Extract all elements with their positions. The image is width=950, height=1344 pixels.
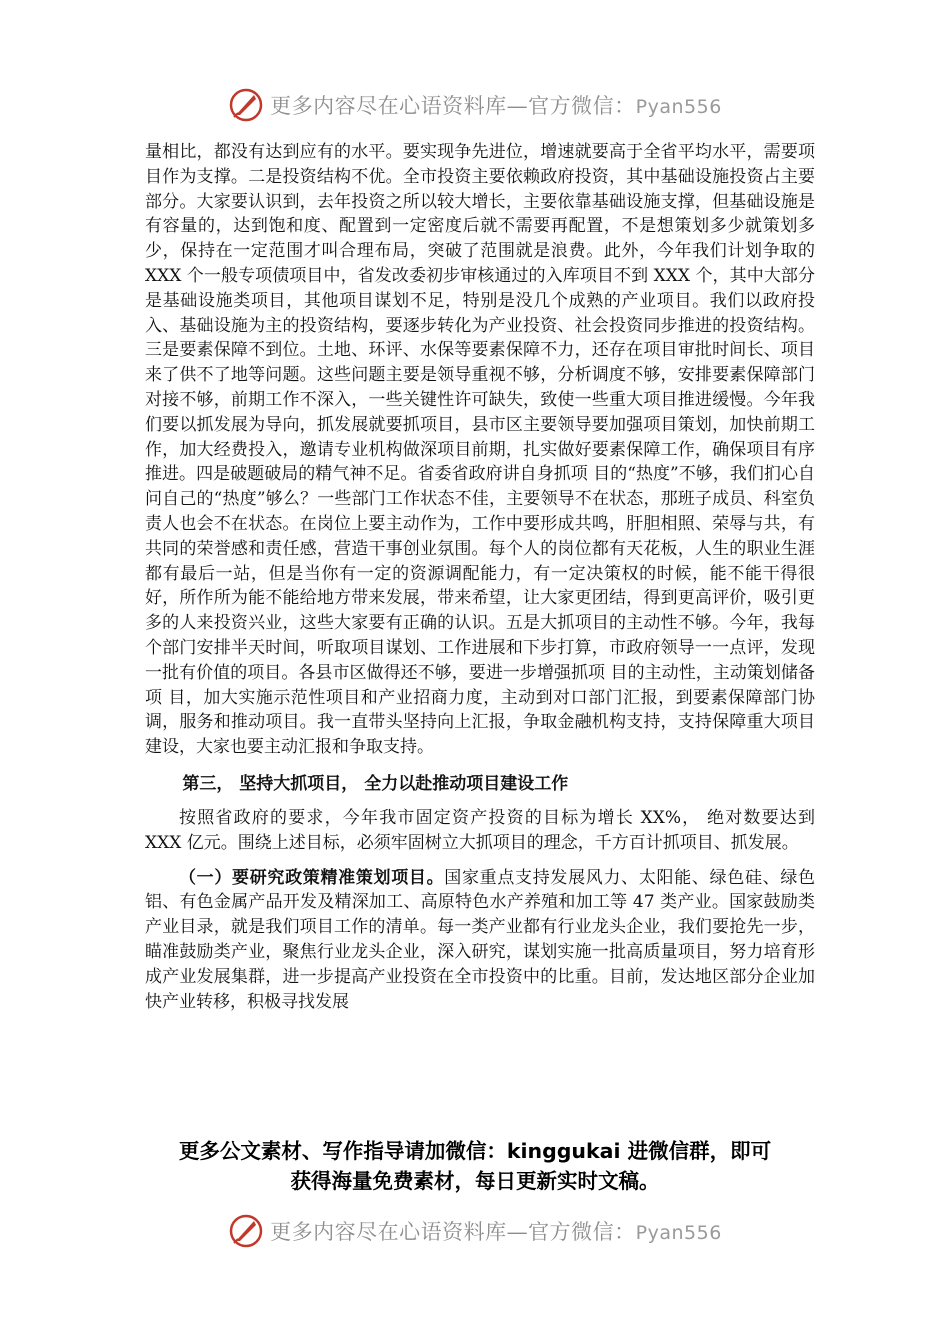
promo-line-2: 获得海量免费素材，每日更新实时文稿。	[290, 1169, 660, 1193]
footer-banner	[0, 1208, 950, 1254]
banner-wechat-id: Pyan556	[635, 1222, 722, 1244]
quill-logo-icon	[228, 1213, 264, 1249]
promo-line-1: 更多公文素材、写作指导请加微信：kinggukai 进微信群，即可	[178, 1139, 772, 1163]
paragraph-1: 量相比，都没有达到应有的水平。要实现争先进位，增速就要高于全省平均水平，需要项目作为支撑。二是投资结构不优。全市投资主要依赖政府投资，其中基础设施投资占主要部分。大家要认识到，去年投资之所以较大增长，主要依靠基础设施支撑，但基础设施是有容量的，达到饱和度、配置到一定密度后就不需要再配置，不是想策划多少就策划多少，保持在一定范围才叫合理布局，突破了范围就是浪费。此外，今年我们计划争取的 XXX 个一般专项债项目中，省发改委初步审核通过的入库项目不到 XXX 个，其中大部分是基础设施类项目，其他项目谋划不足，特别是没几个成熟的产业项目。我们以政府投入、基础设施为主的投资结构，要逐步转化为产业投资、社会投资同步推进的投资结构。三是要素保障不到位。土地、环评、水保等要素保障不力，还存在项目审批时间长、项目来了供不了地等问题。这些问题主要是领导重视不够，分析调度不够，安排要素保障部门对接不够，前期工作不深入，一些关键性许可缺失，致使一些重大项目推进缓慢。今年我们要以抓发展为导向，抓发展就要抓项目，县市区主要领导要加强项目策划，加快前期工作，加大经费投入，邀请专业机构做深项目前期，扎实做好要素保障工作，确保项目有序推进。四是破题破局的精气神不足。省委省政府讲自身抓项 目的“热度”不够，我们扪心自问自己的“热度”够么？一些部门工作状态不佳，主要领导不在状态，那班子成员、科室负责人也会不在状态。在岗位上要主动作为，工作中要形成共鸣，肝胆相照、荣辱与共，有共同的荣誉感和责任感，营造干事创业氛围。每个人的岗位都有天花板，人生的职业生涯都有最后一站，但是当你有一定的资源调配能力，有一定决策权的时候，能不能干得很好，所作所为能不能给地方带来发展，带来希望，让大家更团结，得到更高评价，吸引更多的人来投资兴业，这些大家要有正确的认识。五是大抓项目的主动性不够。今年，我每个部门安排半天时间，听取项目谋划、工作进展和下步打算，市政府领导一一点评，发现一批有价值的项目。各县市区做得还不够，要进一步增强抓项 目的主动性，主动策划储备项 目，加大实施示范性项目和产业招商力度，主动到对口部门汇报，到要素保障部门协调，服务和推动项目。我一直带头坚持向上汇报，争取金融机构支持，支持保障重大项目建设，大家也要主动汇报和争取支持。	[145, 142, 815, 758]
section-heading: 第三， 坚持大抓项目， 全力以赴推动项目建设工作	[182, 773, 569, 794]
subsection-title: （一）要研究政策精准策划项目。	[179, 867, 445, 888]
quill-logo-icon	[228, 87, 264, 123]
header-banner	[0, 82, 950, 128]
banner-wechat-id: Pyan556	[635, 96, 722, 118]
promo-block	[0, 1136, 950, 1196]
paragraph-3	[145, 866, 815, 1015]
paragraph-3-text: 国家重点支持发展风力、太阳能、绿色硅、绿色铝、有色金属产品开发及精深加工、高原特色水产养殖和加工等 47 类产业。国家鼓励类产业目录，就是我们项目工作的清单。每一类产业都有行业龙头企业，我们要抢先一步，瞄准鼓励类产业，聚焦行业龙头企业，深入研究，谋划实施一批高质量项目，努力培育形成产业发展集群，进一步提高产业投资在全市投资中的比重。目前，发达地区部分企业加快产业转移，积极寻找发展	[145, 867, 816, 1012]
paragraph-2: 按照省政府的要求，今年我市固定资产投资的目标为增长 XX%， 绝对数要达到 XXX 亿元。围绕上述目标，必须牢固树立大抓项目的理念，千方百计抓项目、抓发展。	[145, 807, 815, 853]
banner-text: 更多内容尽在心语资料库—官方微信：Pyan556	[270, 1220, 722, 1244]
document-body	[145, 140, 815, 1014]
banner-text: 更多内容尽在心语资料库—官方微信：Pyan556	[270, 94, 722, 118]
